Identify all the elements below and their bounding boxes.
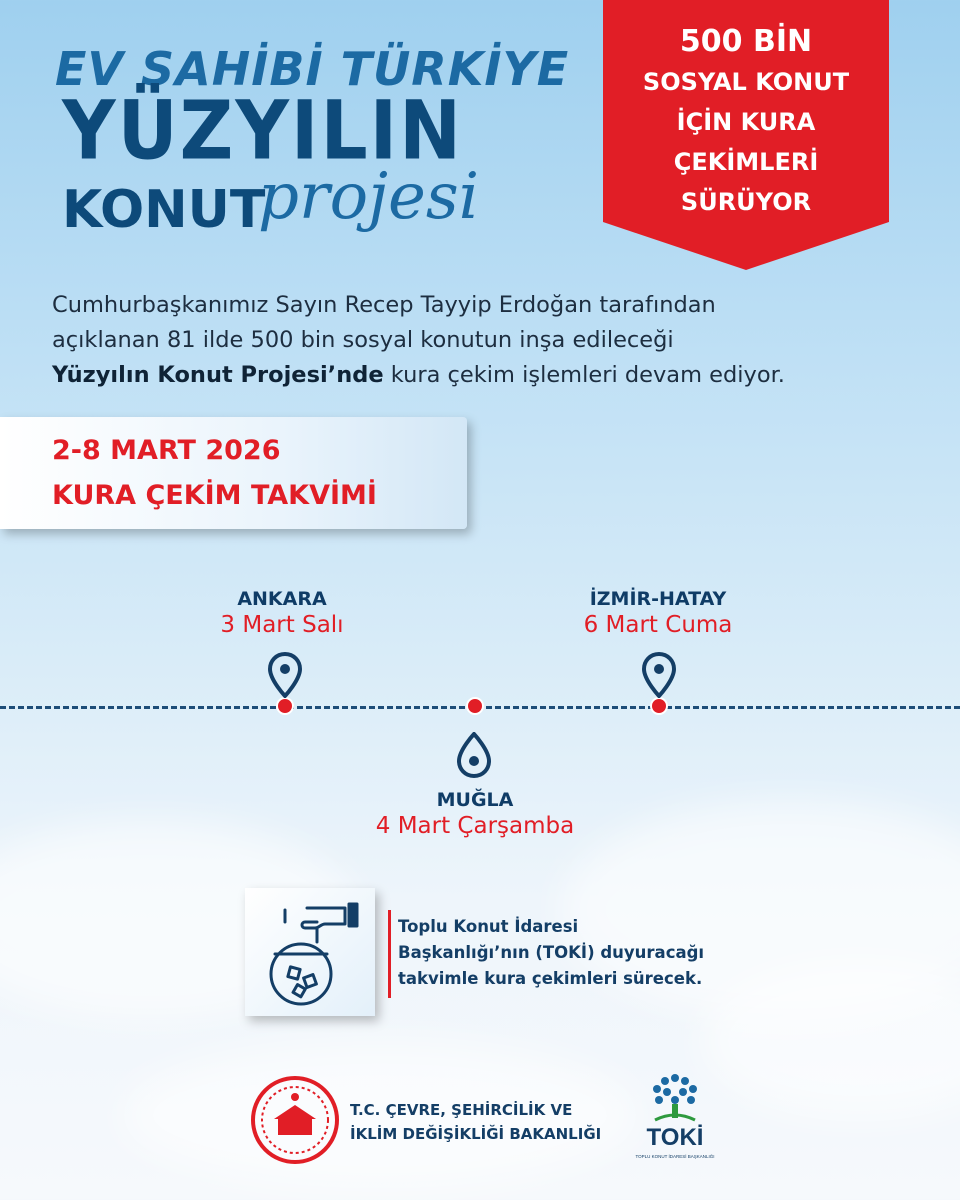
header-line2: YÜZYILIN [62,83,464,179]
intro-rest: kura çekim işlemleri devam ediyor. [383,362,785,388]
lottery-draw-icon [245,888,375,1016]
ministry-seal-logo [250,1075,340,1165]
intro-paragraph [52,288,912,393]
note-line2: Başkanlığı’nın (TOKİ) duyuracağı [398,943,705,962]
timeline-dot [650,697,668,715]
event-date-izmir-hatay: 6 Mart Cuma [583,612,733,638]
location-pin-icon [457,732,491,778]
intro-line1: Cumhurbaşkanımız Sayın Recep Tayyip Erdoğan tarafından [52,292,716,318]
timeline-dot [276,697,294,715]
schedule-title: KURA ÇEKİM TAKVİMİ [52,480,377,511]
banner-line2: SOSYAL KONUT [642,68,850,96]
note-line1: Toplu Konut İdaresi [398,917,579,936]
toki-logo-text: TOKİ [646,1124,704,1151]
schedule-box [0,417,467,529]
intro-line3 [52,358,912,393]
banner-line3: İÇİN KURA [676,108,816,136]
note-text [398,914,718,992]
toki-logo [635,1070,715,1165]
event-date-ankara: 3 Mart Salı [220,612,344,638]
lottery-icon-box [245,888,375,1016]
banner-line5: SÜRÜYOR [680,188,812,216]
note-line3: takvimle kura çekimleri sürecek. [398,969,703,988]
banner-line1: 500 BİN [679,24,813,59]
event-city-izmir-hatay: İZMİR-HATAY [589,588,727,610]
location-pin-icon [642,652,676,698]
ministry-name [350,1098,601,1146]
event-city-ankara: ANKARA [237,588,327,610]
ministry-line1: T.C. ÇEVRE, ŞEHİRCİLİK VE [350,1101,573,1119]
intro-bold: Yüzyılın Konut Projesi’nde [52,362,384,388]
header-line3: KONUT [62,180,266,240]
location-pin-icon [268,652,302,698]
note-accent-bar [388,910,391,998]
timeline-dot [466,697,484,715]
event-city-mugla: MUĞLA [436,789,514,811]
schedule-range: 2-8 MART 2026 [52,435,281,466]
ministry-line2: İKLİM DEĞİŞİKLİĞİ BAKANLIĞI [350,1125,602,1143]
header-line4: projesi [258,160,480,234]
intro-line2: açıklanan 81 ilde 500 bin sosyal konutun inşa edileceği [52,327,674,353]
event-date-mugla: 4 Mart Çarşamba [375,813,575,839]
toki-logo-caption: TOPLU KONUT İDARESİ BAŞKANLIĞI [635,1154,715,1159]
banner-text [603,22,889,222]
header-line1: EV SAHİBİ TÜRKİYE [55,42,570,96]
banner-line4: ÇEKİMLERİ [673,148,819,176]
